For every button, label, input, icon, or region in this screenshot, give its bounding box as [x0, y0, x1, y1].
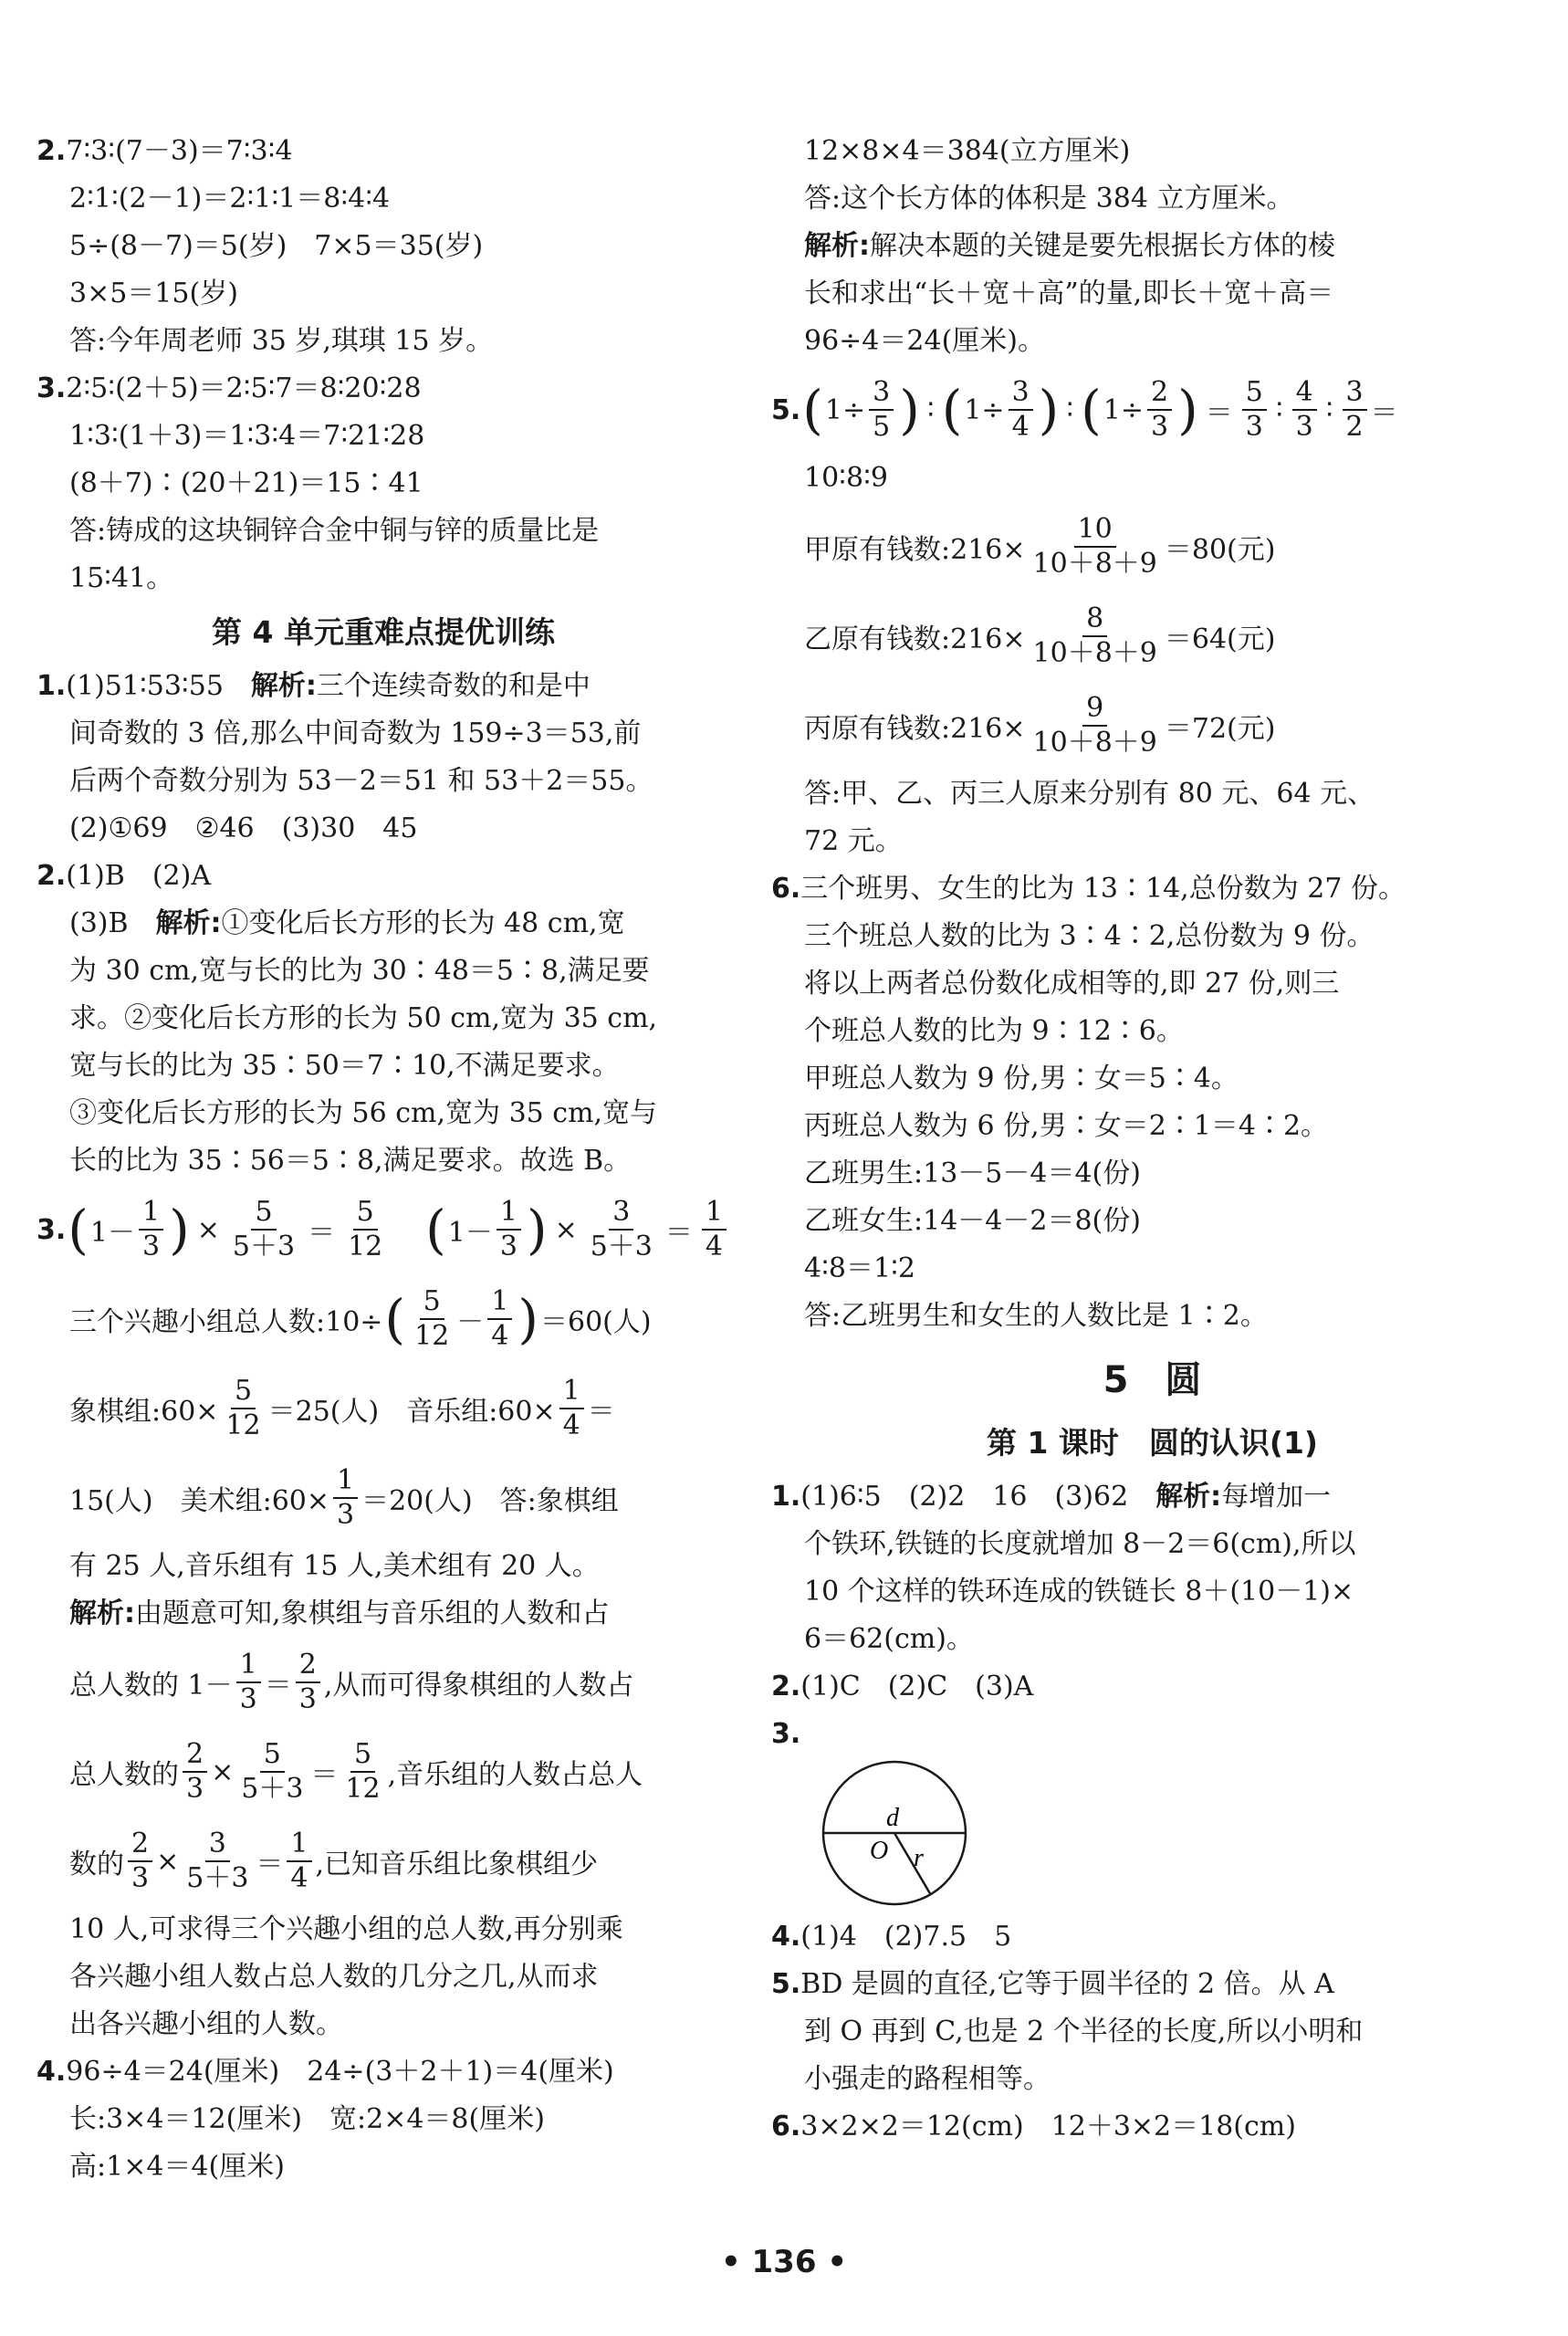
label-o: O: [870, 1837, 889, 1865]
q2-answer: 答:今年周老师 35 岁,琪琪 15 岁。: [69, 325, 494, 357]
q2-line-4: 3×5＝15(岁): [69, 278, 238, 309]
s2-line-7: 长的比为 35∶56＝5∶8,满足要求。故选 B。: [69, 1145, 632, 1177]
fraction: $\frac{1}{3}$: [333, 1464, 358, 1532]
s3-analysis-3: 总人数的 $\frac{2}{3}$ × $\frac{5}{5+3}$ ＝ 5 12 ,音乐组的人数占总人: [69, 1738, 643, 1805]
s2-line-4: 求。②变化后长方形的长为 50 cm,宽为 35 cm,: [69, 1002, 658, 1034]
fraction: $\frac{10}{10+8+9}$: [1032, 513, 1157, 580]
lesson-title: 第 1 课时 圆的认识(1): [986, 1425, 1319, 1461]
radius-line: [894, 1833, 931, 1895]
s3-music-line: 15(人) 美术组:60× $\frac{1}{3}$ ＝20(人) 答:象棋组: [69, 1464, 619, 1531]
fraction: 5 3: [1242, 376, 1267, 444]
q5-line-2: 10∶8∶9: [804, 462, 888, 494]
r-line-2: 答:这个长方体的体积是 384 立方厘米。: [804, 183, 1294, 215]
s3-analysis-5: 10 人,可求得三个兴趣小组的总人数,再分别乘: [69, 1913, 623, 1945]
fraction: $\frac{8}{10+8+9}$: [1032, 602, 1157, 669]
c5-line-2: 到 O 再到 C,也是 2 个半径的长度,所以小明和: [804, 2016, 1364, 2048]
fraction: 1 4: [287, 1828, 311, 1895]
q3-line-3: (8＋7)∶(20＋21)＝15∶41: [69, 467, 423, 499]
s3-analysis-2: 总人数的 1－ 1 3 ＝ 2 3 ,从而可得象棋组的人数占: [69, 1649, 634, 1715]
s3-total-line: 三个兴趣小组总人数:10÷ ( 5 12 － 1 4 ) ＝60(人): [69, 1285, 652, 1352]
q3-line-2: 1∶3∶(1＋3)＝1∶3∶4＝7∶21∶28: [69, 420, 425, 452]
q2-line-3: 5÷(8－7)＝5(岁) 7×5＝35(岁): [69, 230, 484, 262]
q5-yi: 乙原有钱数:216× $\frac{8}{10+8+9}$ ＝64(元): [804, 602, 1276, 669]
q2-number: 2.: [37, 135, 67, 167]
circle-diagram: [808, 1758, 981, 1913]
fraction: $\frac{5}{5+3}$: [241, 1738, 304, 1805]
fraction: $\frac{2}{3}$: [128, 1828, 152, 1895]
q6-line-3: 将以上两者总份数化成相等的,即 27 份,则三: [804, 968, 1340, 1000]
section-title: 第 4 单元重难点提优训练: [212, 614, 555, 650]
label-d: d: [886, 1804, 899, 1832]
fraction: $\frac{2}{3}$: [1147, 376, 1172, 444]
fraction: 1 3: [497, 1196, 521, 1263]
fraction: 1 4: [487, 1285, 512, 1353]
r-line-3: 解析:解决本题的关键是要先根据长方体的棱: [804, 230, 1335, 262]
s2-line-1: 2.(1)B (2)A: [37, 860, 211, 892]
q6-line-7: 乙班男生:13－5－4＝4(份): [804, 1158, 1141, 1189]
s3-analysis-4: 数的 $\frac{2}{3}$ × $\frac{3}{5+3}$ ＝ 1 4 ,已知音乐组比象棋组少: [69, 1828, 599, 1894]
left-column: [37, 128, 730, 2191]
q6-answer: 答:乙班男生和女生的人数比是 1∶2。: [804, 1300, 1268, 1332]
q5-formula-line: 5. ( 1÷ $\frac{3}{5}$ ) ∶ ( 1÷ $\frac{3}{4}$ ) ∶ ( 1÷ $\frac{2}{3}$ ) ＝ 5 3 ∶ 4 3 ∶ 3 2 ＝: [771, 376, 1398, 443]
fraction: $\frac{9}{10+8+9}$: [1032, 692, 1157, 759]
label-r: r: [914, 1844, 924, 1872]
q6-line-9: 4∶8＝1∶2: [804, 1252, 915, 1284]
fraction: $\frac{3}{5}$: [869, 376, 894, 444]
s1-line-1: 1.(1)51∶53∶55 解析:三个连续奇数的和是中: [37, 670, 591, 702]
c1-line-3: 10 个这样的铁环连成的铁链长 8＋(10－1)×: [804, 1576, 1354, 1608]
s2-line-5: 宽与长的比为 35∶50＝7∶10,不满足要求。: [69, 1050, 620, 1082]
s3-analysis-6: 各兴趣小组人数占总人数的几分之几,从而求: [69, 1961, 599, 1993]
s1-line-4: (2)①69 ②46 (3)30 45: [69, 812, 418, 844]
s1-line-2: 间奇数的 3 倍,那么中间奇数为 159÷3＝53,前: [69, 718, 642, 749]
s1-line-3: 后两个奇数分别为 53－2＝51 和 53＋2＝55。: [69, 765, 653, 797]
s3-formula-line: 3. ( 1－ 1 3 ) × $\frac{5}{5+3}$ ＝ 5 12 ( 1－ 1 3 ) × $\frac{3}{5+3}$ ＝ 1 4: [37, 1185, 730, 1274]
right-column: [771, 128, 1533, 2151]
analysis-label: 解析:: [1155, 1481, 1222, 1513]
analysis-label: 解析:: [69, 1597, 135, 1629]
c1-line-4: 6＝62(cm)。: [804, 1623, 974, 1655]
fraction: $\frac{3}{4}$: [1009, 376, 1033, 444]
s2-line-6: ③变化后长方形的长为 56 cm,宽为 35 cm,宽与: [69, 1097, 658, 1129]
s3-analysis-7: 出各兴趣小组的人数。: [69, 2008, 343, 2040]
q5-jia: 甲原有钱数:216× $\frac{10}{10+8+9}$ ＝80(元): [804, 513, 1276, 580]
c3-label: 3.: [771, 1718, 801, 1750]
analysis-label: 解析:: [250, 670, 317, 702]
r-line-5: 96÷4＝24(厘米)。: [804, 325, 1045, 357]
fraction: 5 12: [348, 1196, 383, 1262]
c1-line-1: 1.(1)6∶5 (2)2 16 (3)62 解析:每增加一: [771, 1481, 1332, 1513]
fraction: 4 3: [1292, 376, 1317, 444]
fraction: $\frac{2}{3}$: [183, 1738, 207, 1806]
s4-line-1: 4.96÷4＝24(厘米) 24÷(3＋2＋1)＝4(厘米): [37, 2056, 614, 2088]
s2-line-2: (3)B 解析:①变化后长方形的长为 48 cm,宽: [69, 907, 625, 939]
q6-line-2: 三个班总人数的比为 3∶4∶2,总份数为 9 份。: [804, 920, 1375, 952]
q3-line-1: 3.2∶5∶(2＋5)＝2∶5∶7＝8∶20∶28: [37, 372, 422, 404]
fraction: $\frac{3}{5+3}$: [186, 1828, 249, 1894]
chapter-title: 5 圆: [1103, 1359, 1202, 1401]
fraction: $\frac{3}{5+3}$: [590, 1196, 653, 1262]
s2-line-3: 为 30 cm,宽与长的比为 30∶48＝5∶8,满足要: [69, 955, 650, 987]
q6-line-1: 6.三个班男、女生的比为 13∶14,总份数为 27 份。: [771, 873, 1406, 905]
q5-answer: 答:甲、乙、丙三人原来分别有 80 元、64 元、: [804, 778, 1375, 810]
c5-line-1: 5.BD 是圆的直径,它等于圆半径的 2 倍。从 A: [771, 1968, 1334, 2000]
analysis-label: 解析:: [155, 907, 222, 939]
fraction: 1 3: [139, 1196, 163, 1263]
fraction: 1 4: [702, 1196, 727, 1263]
q5-bing: 丙原有钱数:216× $\frac{9}{10+8+9}$ ＝72(元): [804, 692, 1276, 759]
s3-chess-line: 象棋组:60× $\frac{5}{12}$ ＝25(人) 音乐组:60× $\frac{1}{4}$ ＝: [69, 1375, 615, 1441]
fraction: 1 3: [236, 1649, 261, 1716]
c2-line: 2.(1)C (2)C (3)A: [771, 1671, 1034, 1702]
q6-line-6: 丙班总人数为 6 份,男∶女＝2∶1＝4∶2。: [804, 1110, 1329, 1142]
fraction: 5 12: [414, 1285, 450, 1352]
q5-answer-cont: 72 元。: [804, 825, 903, 857]
q6-line-4: 个班总人数的比为 9∶12∶6。: [804, 1015, 1184, 1047]
s3-answer: 有 25 人,音乐组有 15 人,美术组有 20 人。: [69, 1550, 600, 1582]
analysis-label: 解析:: [804, 230, 870, 262]
c5-line-3: 小强走的路程相等。: [804, 2063, 1051, 2095]
fraction: 2 3: [296, 1649, 320, 1716]
page-number: • 136 •: [720, 2244, 848, 2280]
q2-line-1: 2.7∶3∶(7－3)＝7∶3∶4: [37, 135, 293, 167]
s3-analysis-1: 解析:由题意可知,象棋组与音乐组的人数和占: [69, 1597, 610, 1629]
q3-number: 3.: [37, 372, 67, 404]
r-line-1: 12×8×4＝384(立方厘米): [804, 135, 1131, 167]
q3-answer: 答:铸成的这块铜锌合金中铜与锌的质量比是: [69, 515, 600, 547]
q3-answer-cont: 15∶41。: [69, 562, 174, 594]
fraction: 5 12: [345, 1738, 381, 1805]
fraction: $\frac{5}{5+3}$: [232, 1196, 296, 1262]
c1-line-2: 个铁环,铁链的长度就增加 8－2＝6(cm),所以: [804, 1528, 1356, 1560]
c4-line: 4.(1)4 (2)7.5 5: [771, 1921, 1012, 1953]
s4-line-3: 高:1×4＝4(厘米): [69, 2151, 285, 2183]
fraction: 3 2: [1343, 376, 1367, 444]
fraction: $\frac{5}{12}$: [225, 1375, 261, 1441]
s4-line-2: 长:3×4＝12(厘米) 宽:2×4＝8(厘米): [69, 2103, 545, 2135]
fraction: $\frac{1}{4}$: [559, 1375, 584, 1442]
q6-line-8: 乙班女生:14－4－2＝8(份): [804, 1205, 1141, 1237]
r-line-4: 长和求出“长＋宽＋高”的量,即长＋宽＋高＝: [804, 278, 1334, 309]
q6-line-5: 甲班总人数为 9 份,男∶女＝5∶4。: [804, 1063, 1239, 1095]
q2-line-2: 2∶1∶(2－1)＝2∶1∶1＝8∶4∶4: [69, 183, 391, 215]
c6-line: 6.3×2×2＝12(cm) 12＋3×2＝18(cm): [771, 2111, 1296, 2142]
